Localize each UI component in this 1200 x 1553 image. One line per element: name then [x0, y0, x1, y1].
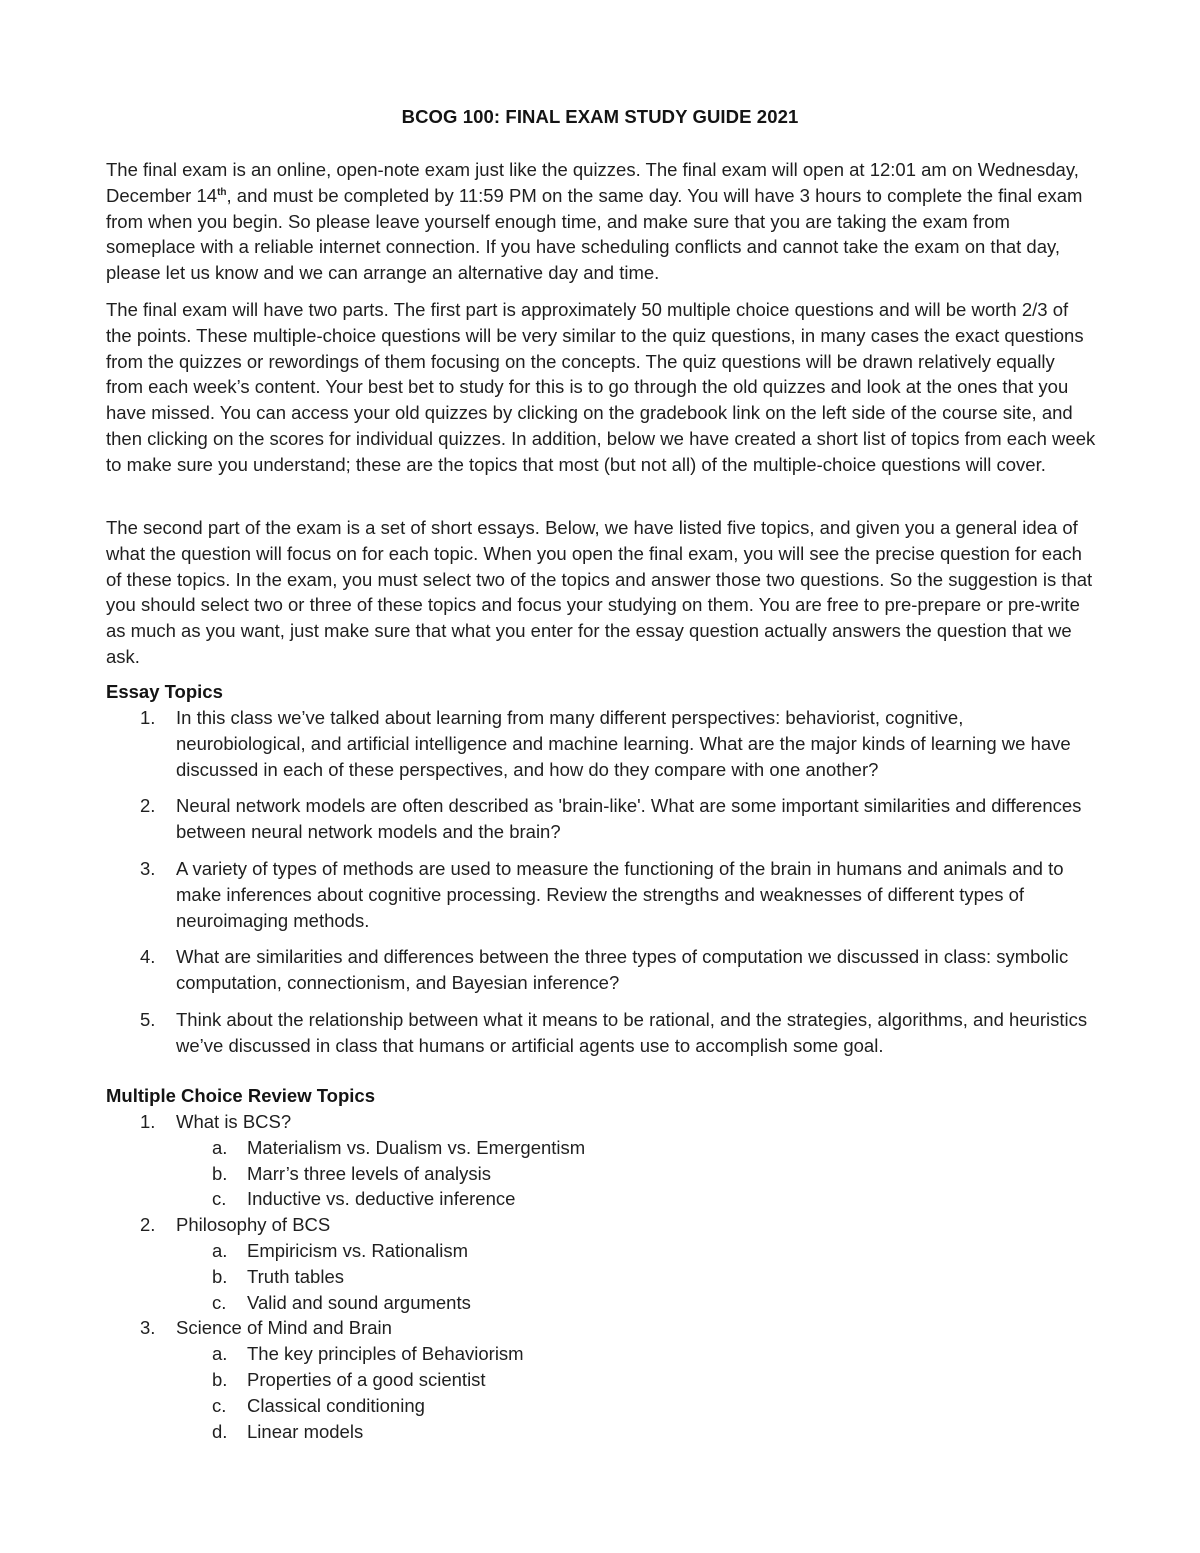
item-number: 3. — [140, 1317, 156, 1339]
item-number: 3. — [140, 857, 156, 879]
item-letter: b. — [212, 1368, 228, 1390]
item-text: In this class we’ve talked about learning from many different perspectives: behaviorist, cognitive, neurobiological, and artificial intelligence and machine learning. What are the major kinds of learning we have discussed in each of these perspectives, and how do they compare with one another? — [176, 707, 1071, 780]
sublist — [106, 1238, 1096, 1315]
intro-paragraph-2: The final exam will have two parts. The first part is approximately 50 multiple choice questions and will be worth 2/3 of the points. These multiple-choice questions will be very similar to the quiz questions, in many cases the exact questions from the quizzes or rewordings of them focusing on the concepts. The quiz questions will be drawn relatively equally from each week’s content. Your best bet to study for this is to go through the old quizzes and look at the ones that you have missed. You can access your old quizzes by clicking on the gradebook link on the left side of the course site, and then clicking on the scores for individual quizzes. In addition, below we have created a short list of topics from each week to make sure you understand; these are the topics that most (but not all) of the multiple-choice questions will cover. — [106, 299, 1096, 475]
item-text: Classical conditioning — [247, 1394, 425, 1416]
item-number: 4. — [140, 946, 156, 968]
sublist-container — [106, 1341, 1096, 1444]
sublist-item — [106, 1419, 1096, 1445]
item-text: What are similarities and differences between the three types of computation we discussed in class: symbolic computation, connectionism, and Bayesian inference? — [176, 946, 1069, 994]
item-number: 1. — [140, 707, 156, 728]
ordinal-suffix: th — [217, 186, 227, 198]
item-letter: c. — [212, 1291, 227, 1313]
item-text: A variety of types of methods are used to measure the functioning of the brain in humans and animals and to make inferences about cognitive processing. Review the strengths and weaknesses of different types of neuroimaging methods. — [176, 857, 1064, 931]
item-text: Science of Mind and Brain — [176, 1317, 392, 1339]
intro-p1-text-b: , and must be completed by 11:59 PM on the same day. You will have 3 hours to complete the final exam from when you begin. So please leave yourself enough time, and make sure that you are taking the exam from someplace with a reliable internet connection. If you have scheduling conflicts and cannot take the exam on that day, please let us know and we can arrange an alternative day and time. — [106, 184, 1083, 284]
item-text: Valid and sound arguments — [247, 1291, 471, 1313]
item-text: Neural network models are often described as 'brain-like'. What are some important similarities and differences between neural network models and the brain? — [176, 795, 1082, 843]
list-item — [106, 1007, 1096, 1059]
item-text: Philosophy of BCS — [176, 1214, 331, 1236]
sublist-item — [106, 1393, 1096, 1419]
list-item — [106, 1212, 1096, 1238]
sublist-item — [106, 1238, 1096, 1264]
list-item — [106, 793, 1096, 845]
item-number: 2. — [140, 1214, 156, 1236]
sublist-item — [106, 1135, 1096, 1161]
item-text: Think about the relationship between what it means to be rational, and the strategies, algorithms, and heuristics we’ve discussed in class that humans or artificial agents use to accomplish some goal. — [176, 1008, 1088, 1056]
sublist-item — [106, 1367, 1096, 1393]
intro-paragraph-3: The second part of the exam is a set of short essays. Below, we have listed five topics, and given you a general idea of what the question will focus on for each topic. When you open the final exam, you will see the precise question for each of these topics. In the exam, you must select two of the topics and answer those two questions. So the suggestion is that you should select two or three of these topics and focus your studying on them. You are free to pre-prepare or pre-write as much as you want, just make sure that what you enter for the essay question actually answers the question that we ask. — [106, 517, 1093, 667]
sublist-item — [106, 1341, 1096, 1367]
intro-paragraph-1 — [106, 157, 1096, 286]
item-letter: a. — [212, 1239, 228, 1261]
essay-topics-list — [106, 705, 1096, 1070]
sublist-item — [106, 1264, 1096, 1290]
item-letter: b. — [212, 1162, 228, 1184]
list-item — [106, 1109, 1096, 1135]
item-letter: a. — [212, 1343, 228, 1365]
item-text: Properties of a good scientist — [247, 1368, 486, 1390]
essay-topics-heading: Essay Topics — [106, 681, 223, 702]
item-number: 1. — [140, 1111, 156, 1132]
item-text: Linear models — [247, 1420, 364, 1442]
mc-topics-list — [106, 1109, 1096, 1444]
item-text: Materialism vs. Dualism vs. Emergentism — [247, 1136, 586, 1158]
item-letter: d. — [212, 1420, 228, 1442]
item-text: The key principles of Behaviorism — [247, 1343, 524, 1365]
mc-topics-heading: Multiple Choice Review Topics — [106, 1085, 375, 1106]
item-text: Inductive vs. deductive inference — [247, 1188, 516, 1210]
item-text: Empiricism vs. Rationalism — [247, 1239, 469, 1261]
list-item — [106, 944, 1096, 996]
sublist-container — [106, 1135, 1096, 1212]
page-title: BCOG 100: FINAL EXAM STUDY GUIDE 2021 — [401, 106, 799, 127]
item-text: What is BCS? — [176, 1111, 292, 1132]
item-letter: c. — [212, 1188, 227, 1210]
item-letter: a. — [212, 1136, 228, 1158]
list-item — [106, 1315, 1096, 1341]
sublist — [106, 1341, 1096, 1444]
sublist-item — [106, 1290, 1096, 1316]
item-text: Truth tables — [247, 1265, 344, 1287]
sublist — [106, 1135, 1096, 1212]
intro-p1-text-a: The final exam is an online, open-note exam just like the quizzes. The final exam will open at 12:01 am on Wednesday, December 14 — [106, 159, 1079, 206]
sublist-item — [106, 1186, 1096, 1212]
item-text: Marr’s three levels of analysis — [247, 1162, 492, 1184]
item-number: 2. — [140, 795, 156, 817]
sublist-container — [106, 1238, 1096, 1315]
list-item — [106, 856, 1096, 933]
list-item — [106, 705, 1096, 782]
item-letter: b. — [212, 1265, 228, 1287]
item-letter: c. — [212, 1394, 227, 1416]
sublist-item — [106, 1161, 1096, 1187]
item-number: 5. — [140, 1008, 156, 1030]
